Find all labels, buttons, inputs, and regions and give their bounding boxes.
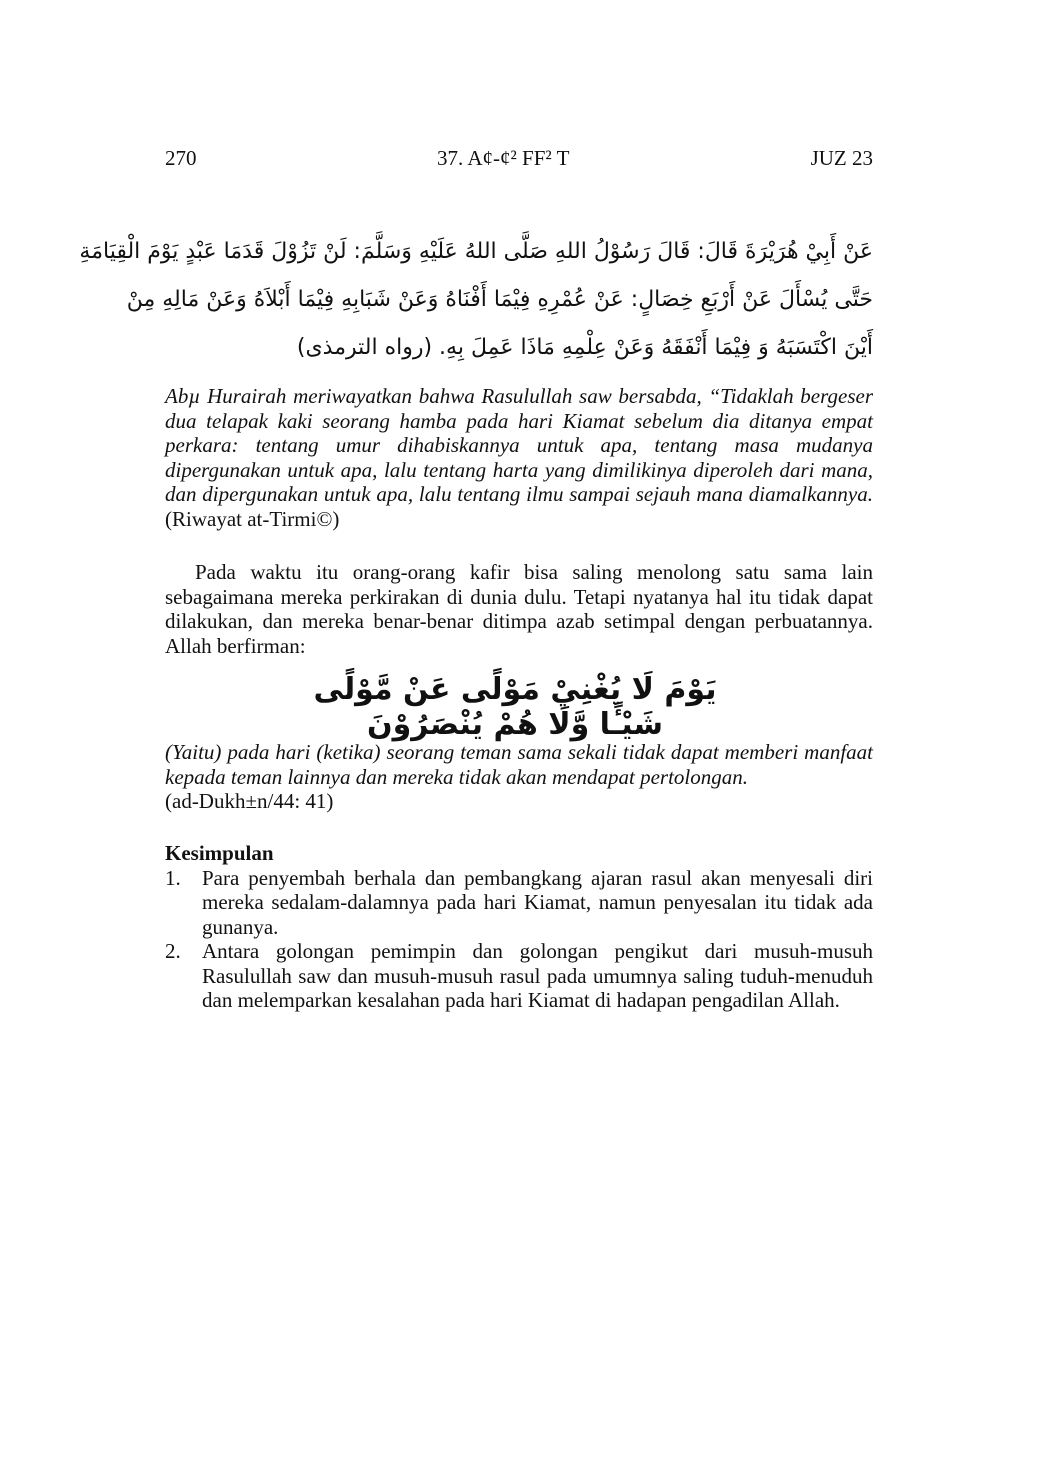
body-paragraph	[165, 560, 873, 658]
verse-translation: (Yaitu) pada hari (ketika) seorang teman sama sekali tidak dapat memberi manfaat kepada teman lainnya dan mereka tidak akan mendapat pertolongan.	[165, 740, 873, 789]
translation-text: Abµ Hurairah meriwayatkan bahwa Rasulullah saw bersabda, “Tidaklah bergeser dua telapak kaki seorang hamba pada hari Kiamat sebelum dia ditanya empat perkara: tentang umur dihabiskannya untuk apa, tentang masa mudanya dipergunakan untuk apa, lalu tentang harta yang dimilikinya diperoleh dari mana, dan dipergunakan untuk apa, lalu tentang ilmu sampai sejauh mana diamalkannya.	[165, 384, 873, 506]
page-header	[165, 146, 873, 171]
verse-reference: (ad-Dukh±n/44: 41)	[165, 789, 334, 813]
verse-translation-block	[165, 740, 873, 814]
hadith-source: (Riwayat at-Tirmi©)	[165, 506, 340, 531]
page-number: 270	[165, 146, 197, 170]
juz-label: JUZ 23	[810, 146, 873, 170]
list-item	[165, 866, 873, 940]
item-number: 2.	[165, 939, 181, 963]
arabic-line: حَتَّى يُسْأَلَ عَنْ أَرْبَعِ خِصَالٍ: عَنْ عُمْرِهِ فِيْمَا أَفْنَاهُ وَعَنْ شَبَابِهِ فِيْمَا أَبْلاَهُ وَعَنْ مَالِهِ مِنْ	[126, 287, 873, 312]
chapter-title: 37. A¢-¢² FF² T	[437, 146, 570, 170]
arabic-line: عَنْ أَبِيْ هُرَيْرَةَ قَالَ: قَالَ رَسُوْلُ اللهِ صَلَّى اللهُ عَلَيْهِ وَسَلَّمَ: لَنْ تَزُوْلَ قَدَمَا عَبْدٍ يَوْمَ الْقِيَامَةِ	[79, 239, 873, 264]
hadith-translation	[165, 384, 873, 531]
list-item	[165, 939, 873, 1013]
item-text: Antara golongan pemimpin dan golongan pengikut dari musuh-musuh Rasulullah saw dan musuh-musuh rasul pada umumnya saling tuduh-menuduh dan melemparkan kesalahan pada hari Kiamat di hadapan pengadilan Allah.	[202, 939, 873, 1012]
arabic-line: أَيْنَ اكْتَسَبَهُ وَ فِيْمَا أَنْفَقَهُ وَعَنْ عِلْمِهِ مَاذَا عَمِلَ بِهِ. (رواه الترمذى)	[296, 335, 873, 360]
hadith-arabic	[79, 228, 873, 372]
conclusion-list	[165, 866, 873, 1013]
item-number: 1.	[165, 865, 181, 890]
quran-verse: يَوْمَ لَا يُغْنِيْ مَوْلًى عَنْ مَّوْلًى شَيْـًٔا وَّلَا هُمْ يُنْصَرُوْنَ	[313, 672, 717, 742]
conclusion-heading: Kesimpulan	[165, 841, 274, 865]
item-text: Para penyembah berhala dan pembangkang ajaran rasul akan menyesali diri mereka sedalam-dalamnya pada hari Kiamat, namun penyesalan itu tidak ada gunanya.	[202, 865, 873, 939]
paragraph-text: Pada waktu itu orang-orang kafir bisa saling menolong satu sama lain sebagaimana mereka perkirakan di dunia dulu. Tetapi nyatanya hal itu tidak dapat dilakukan, dan mereka benar-benar ditimpa azab setimpal dengan perbuatannya. Allah berfirman:	[165, 560, 873, 658]
conclusion-section	[165, 841, 873, 1013]
